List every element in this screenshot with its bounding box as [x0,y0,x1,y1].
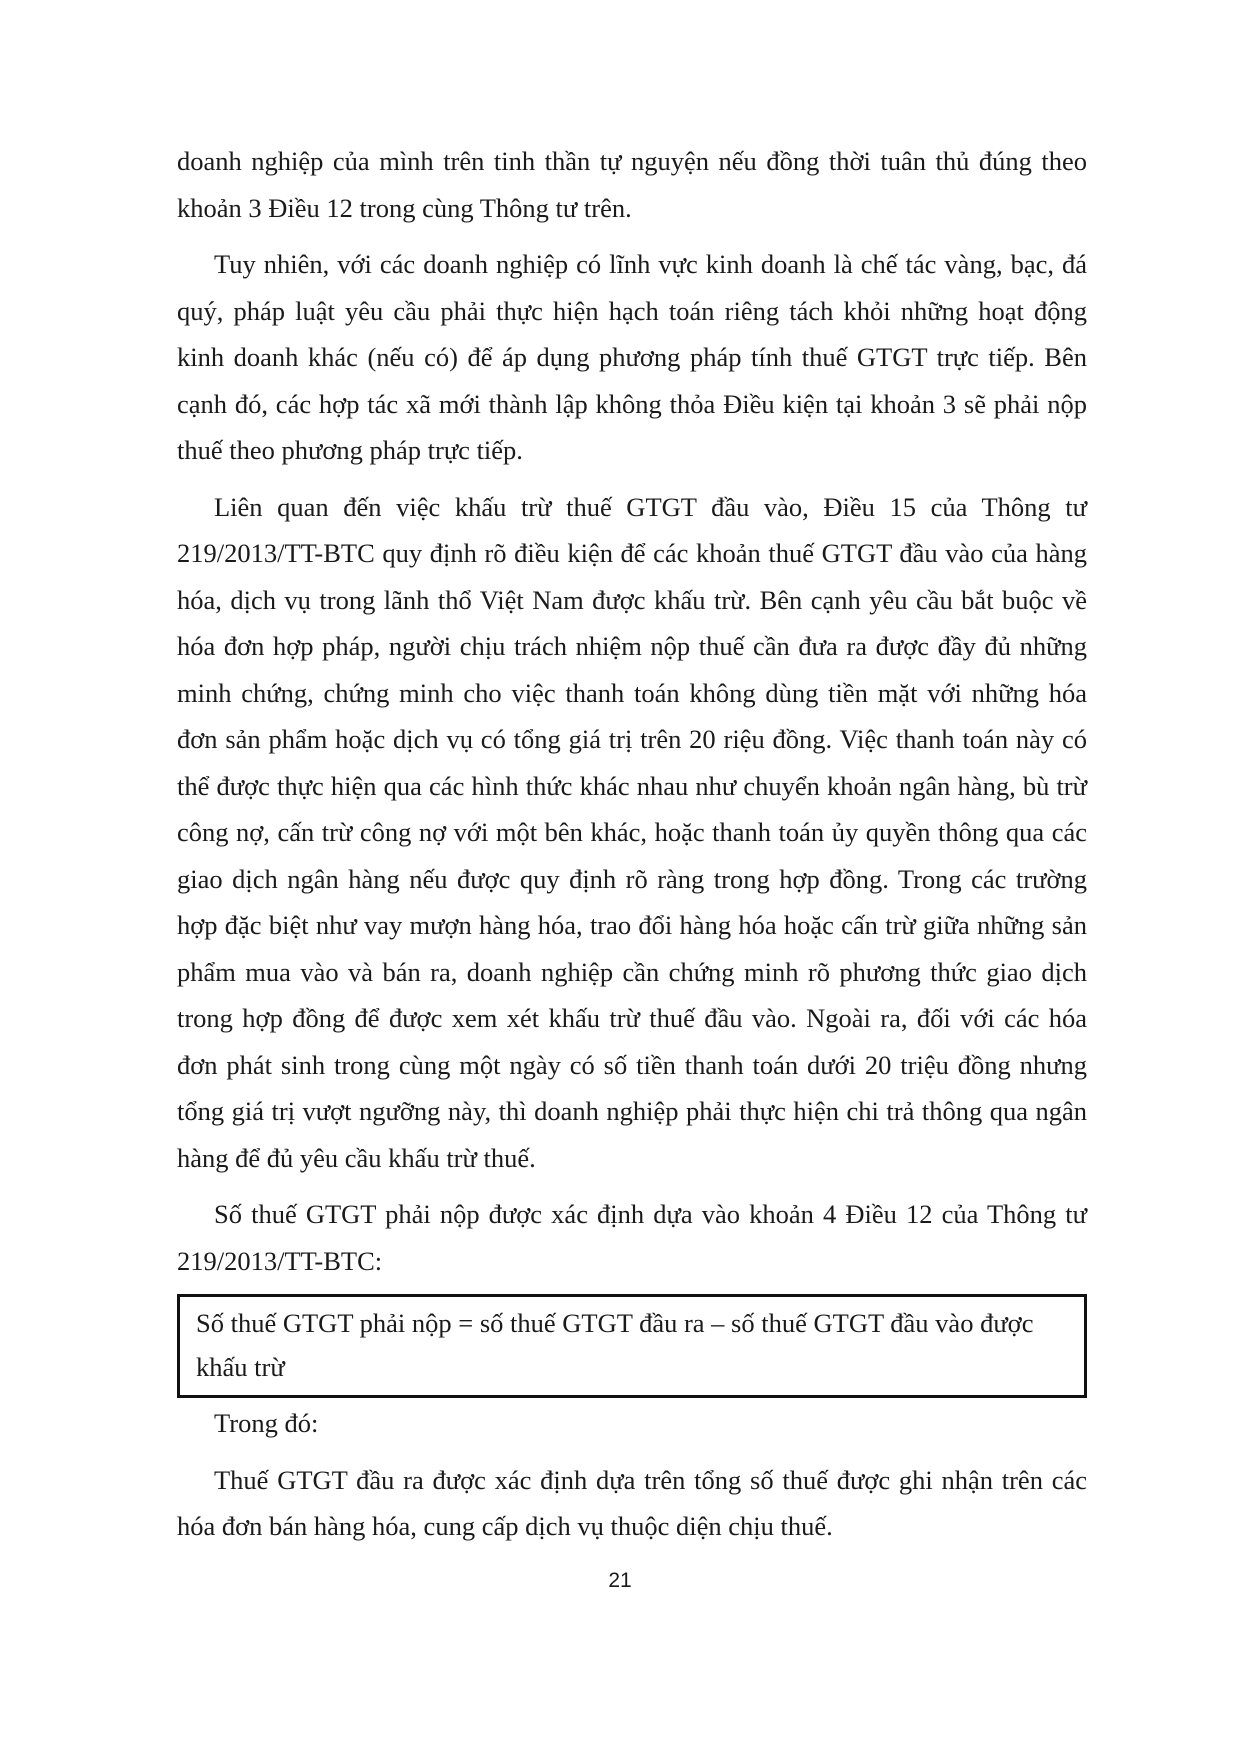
paragraph-vat-payable-intro: Số thuế GTGT phải nộp được xác định dựa vào khoản 4 Điều 12 của Thông tư 219/2013/TT-BTC: [177,1199,1087,1276]
paragraph-where: Trong đó: [214,1408,319,1438]
formula-box [177,1294,1087,1398]
paragraph-continuation: doanh nghiệp của mình trên tinh thần tự nguyện nếu đồng thời tuân thủ đúng theo khoản 3 Điều 12 trong cùng Thông tư trên. [177,146,1087,223]
paragraph-input-vat-deduction: Liên quan đến việc khấu trừ thuế GTGT đầu vào, Điều 15 của Thông tư 219/2013/TT-BTC quy định rõ điều kiện để các khoản thuế GTGT đầu vào của hàng hóa, dịch vụ trong lãnh thổ Việt Nam được khấu trừ. Bên cạnh yêu cầu bắt buộc về hóa đơn hợp pháp, người chịu trách nhiệm nộp thuế cần đưa ra được đầy đủ những minh chứng, chứng minh cho việc thanh toán không dùng tiền mặt với những hóa đơn sản phẩm hoặc dịch vụ có tổng giá trị trên 20 riệu đồng. Việc thanh toán này có thể được thực hiện qua các hình thức khác nhau như chuyển khoản ngân hàng, bù trừ công nợ, cấn trừ công nợ với một bên khác, hoặc thanh toán ủy quyền thông qua các giao dịch ngân hàng nếu được quy định rõ ràng trong hợp đồng. Trong các trường hợp đặc biệt như vay mượn hàng hóa, trao đổi hàng hóa hoặc cấn trừ giữa những sản phẩm mua vào và bán ra, doanh nghiệp cần chứng minh rõ phương thức giao dịch trong hợp đồng để được xem xét khấu trừ thuế đầu vào. Ngoài ra, đối với các hóa đơn phát sinh trong cùng một ngày có số tiền thanh toán dưới 20 triệu đồng nhưng tổng giá trị vượt ngưỡng này, thì doanh nghiệp phải thực hiện chi trả thông qua ngân hàng để đủ yêu cầu khấu trừ thuế. [177,491,1087,1173]
page-number: 21 [608,1569,632,1592]
formula-text: Số thuế GTGT phải nộp = số thuế GTGT đầu ra – số thuế GTGT đầu vào được khấu trừ [196,1308,1034,1382]
document-body [177,138,1087,1550]
paragraph-output-vat: Thuế GTGT đầu ra được xác định dựa trên tổng số thuế được ghi nhận trên các hóa đơn bán hàng hóa, cung cấp dịch vụ thuộc diện chịu thuế. [177,1464,1087,1541]
paragraph-precious-metals: Tuy nhiên, với các doanh nghiệp có lĩnh vực kinh doanh là chế tác vàng, bạc, đá quý, pháp luật yêu cầu phải thực hiện hạch toán riêng tách khỏi những hoạt động kinh doanh khác (nếu có) để áp dụng phương pháp tính thuế GTGT trực tiếp. Bên cạnh đó, các hợp tác xã mới thành lập không thỏa Điều kiện tại khoản 3 sẽ phải nộp thuế theo phương pháp trực tiếp. [177,249,1087,465]
